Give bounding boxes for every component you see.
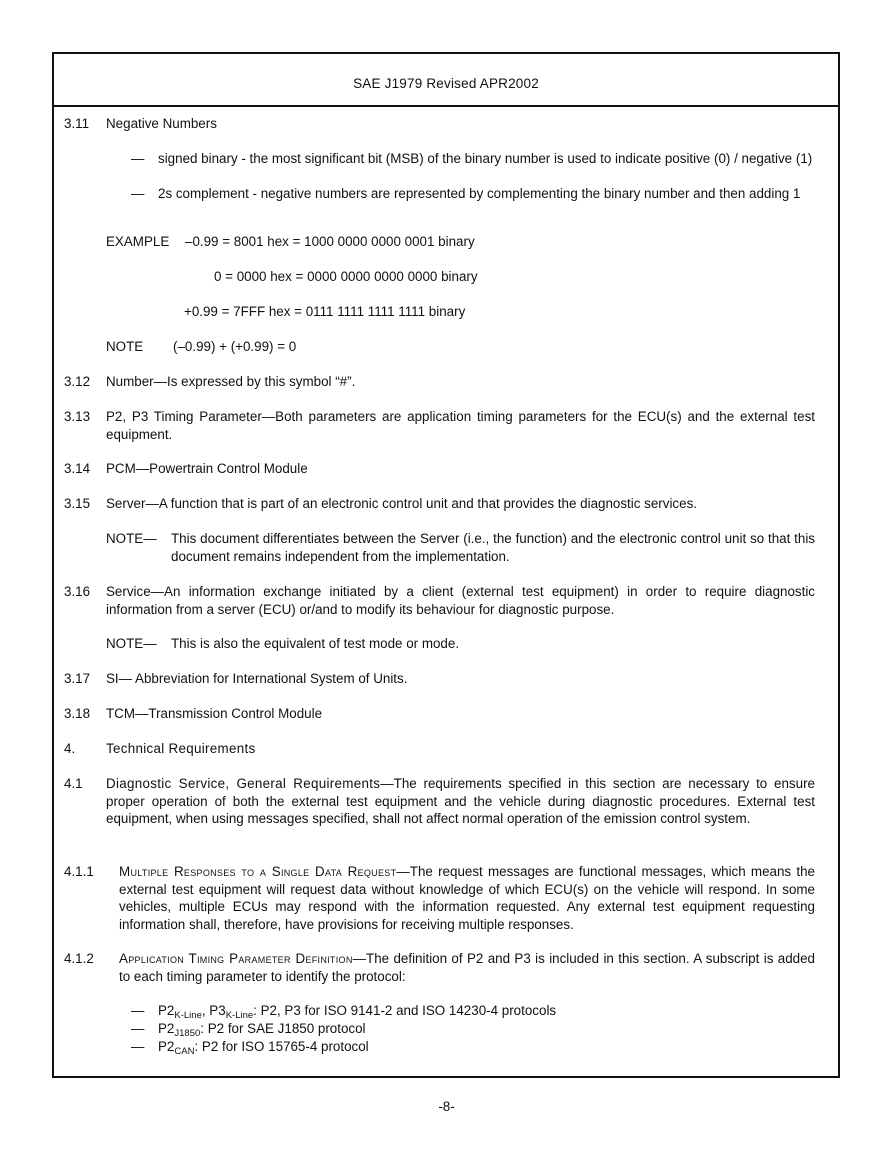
note-label: NOTE—: [106, 531, 157, 546]
section-paragraph: [106, 775, 815, 828]
bullet-dash: —: [131, 1021, 145, 1036]
bullet-dash: —: [131, 151, 145, 166]
section-number: 3.18: [64, 706, 91, 721]
section-text: —The request messages are functional messages, which means the external test equipment will request data without knowledge of which ECU(s) on the vehicle will respond. In some vehicles, multiple ECUs may respond with the information requested. Any external test equipment requesting information shall, therefore, have provisions for receiving multiple responses.: [119, 864, 815, 932]
note-label: NOTE: [106, 339, 144, 354]
param-subscript: K-Line: [174, 1010, 202, 1021]
section-text: TCM—Transmission Control Module: [106, 706, 323, 721]
section-text: —The requirements specified in this section are necessary to ensure proper operation of both the external test equipment and the vehicle during diagnostic procedures. External test equipment, when using messages specified, shall not affect normal operation of the emission control system.: [106, 776, 815, 826]
note-text: This is also the equivalent of test mode or mode.: [171, 636, 460, 651]
section-number: 3.14: [64, 461, 91, 476]
section-text: Service—An information exchange initiated by a client (external test equipment) in order to require diagnostic information from a server (ECU) or/and to modify its behaviour for diagnostic purpose.: [106, 584, 815, 617]
bullet-text: : P2 for ISO 15765-4 protocol: [194, 1039, 369, 1054]
bullet-text: : P2 for SAE J1850 protocol: [200, 1021, 366, 1036]
section-number: 3.17: [64, 671, 91, 686]
section-title: Negative Numbers: [106, 116, 217, 131]
section-paragraph: [119, 950, 815, 985]
param-name: P2: [158, 1003, 175, 1018]
section-number: 4.1: [64, 776, 83, 791]
section-text: Server—A function that is part of an electronic control unit and that provides the diagnostic services.: [106, 496, 697, 511]
protocol-bullet: [158, 1020, 366, 1038]
section-number: 3.16: [64, 584, 91, 599]
section-text: Number—Is expressed by this symbol “#”.: [106, 374, 356, 389]
section-text: SI— Abbreviation for International System of Units.: [106, 671, 408, 686]
example-line: +0.99 = 7FFF hex = 0111 1111 1111 1111 binary: [184, 304, 466, 319]
bullet-text: signed binary - the most significant bit (MSB) of the binary number is used to indicate positive (0) / negative (1): [158, 151, 813, 166]
note-text: This document differentiates between the Server (i.e., the function) and the electronic control unit so that this document remains independent from the implementation.: [171, 531, 815, 564]
section-title: Multiple Responses to a Single Data Request: [119, 864, 397, 879]
section-number: 3.12: [64, 374, 91, 389]
param-name: P2: [158, 1039, 175, 1054]
section-title: Diagnostic Service, General Requirements: [106, 776, 381, 791]
page-number: -8-: [438, 1099, 455, 1114]
bullet-dash: —: [131, 186, 145, 201]
section-text: —The definition of P2 and P3 is included in this section. A subscript is added to each timing parameter to identify the protocol:: [119, 951, 815, 984]
example-label: EXAMPLE: [106, 234, 170, 249]
example-line: –0.99 = 8001 hex = 1000 0000 0000 0001 binary: [185, 234, 475, 249]
param-name: , P3: [201, 1003, 226, 1018]
example-line: 0 = 0000 hex = 0000 0000 0000 0000 binary: [214, 269, 478, 284]
section-text: P2, P3 Timing Parameter—Both parameters are application timing parameters for the ECU(s) and the external test equipment.: [106, 409, 815, 442]
section-number: 3.13: [64, 409, 91, 424]
param-subscript: J1850: [174, 1028, 201, 1039]
bullet-dash: —: [131, 1039, 145, 1054]
section-title: Technical Requirements: [106, 741, 256, 756]
section-paragraph: [119, 863, 815, 933]
section-text: PCM—Powertrain Control Module: [106, 461, 308, 476]
bullet-dash: —: [131, 1003, 145, 1018]
section-number: 4.1.1: [64, 864, 94, 879]
note-text: (–0.99) + (+0.99) = 0: [173, 339, 297, 354]
section-number: 4.: [64, 741, 76, 756]
param-subscript: CAN: [174, 1046, 195, 1057]
section-number: 3.15: [64, 496, 91, 511]
page-frame: [52, 52, 840, 1078]
page-header: SAE J1979 Revised APR2002: [54, 54, 838, 107]
note-label: NOTE—: [106, 636, 157, 651]
protocol-bullet: [158, 1038, 369, 1056]
bullet-text: 2s complement - negative numbers are represented by complementing the binary number and then adding 1: [158, 186, 801, 201]
section-number: 4.1.2: [64, 951, 94, 966]
section-number: 3.11: [64, 116, 90, 131]
section-title: Application Timing Parameter Definition: [119, 951, 353, 966]
param-name: P2: [158, 1021, 175, 1036]
param-subscript: K-Line: [225, 1010, 254, 1021]
bullet-text: : P2, P3 for ISO 9141-2 and ISO 14230-4 protocols: [253, 1003, 557, 1018]
protocol-bullet: [158, 1002, 556, 1020]
